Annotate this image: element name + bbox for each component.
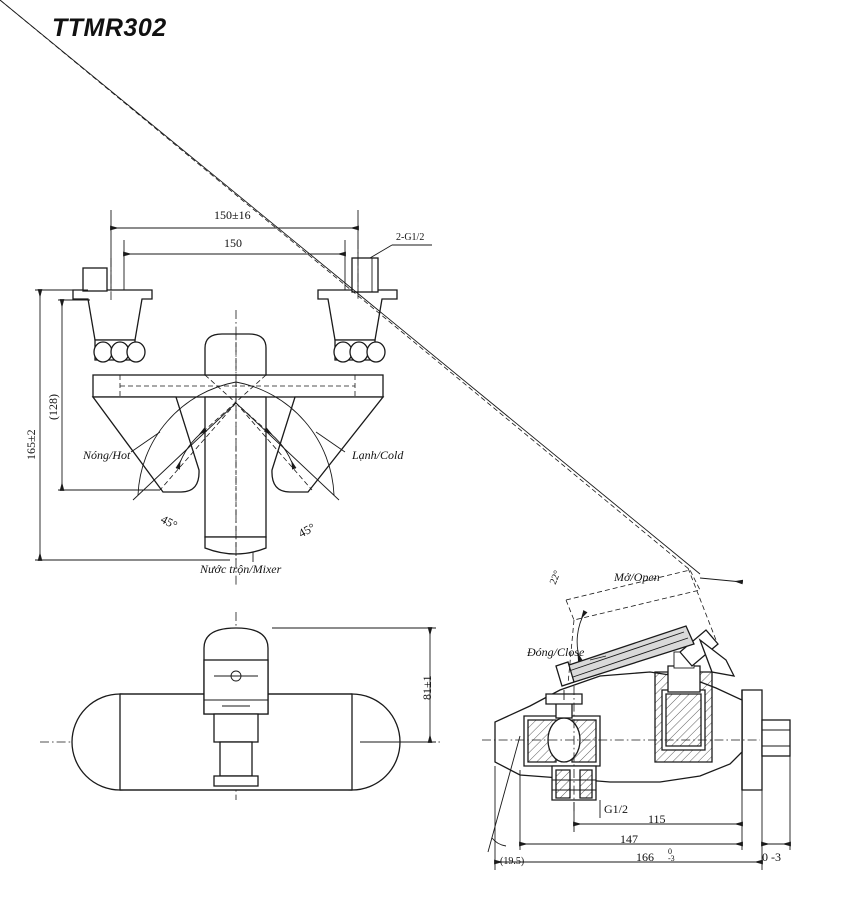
- hot-label: Nóng/Hot: [83, 448, 131, 462]
- dim-166-tolerance: 0 -3: [668, 847, 675, 863]
- thread-size-g12: G1/2: [604, 802, 628, 816]
- cold-label: Lạnh/Cold: [352, 448, 404, 462]
- dim-128: (128): [46, 394, 60, 420]
- angle-15: (19.5): [500, 856, 525, 867]
- lever-angle-22: 22°: [548, 569, 564, 587]
- page-title: TTMR302: [52, 14, 167, 42]
- dim-165-2: 165±2: [24, 429, 38, 460]
- thread-callout-2g12: 2-G1/2: [396, 232, 425, 243]
- front-view-group: [40, 612, 440, 800]
- top-view-group: [35, 210, 432, 585]
- dim-166: 166: [636, 850, 654, 864]
- dim-19-5: 0 -3: [762, 850, 781, 864]
- angle-right-45: 45°: [296, 520, 318, 541]
- angle-left-45: 45°: [158, 512, 180, 533]
- open-label: Mở/Open: [614, 570, 660, 584]
- dim-147: 147: [620, 832, 638, 846]
- dim-115: 115: [648, 812, 666, 826]
- dim-81-1: 81±1: [420, 675, 434, 700]
- mixer-label: Nước trộn/Mixer: [200, 562, 282, 576]
- dim-150-16: 150±16: [214, 208, 251, 222]
- dim-150: 150: [224, 236, 242, 250]
- close-label: Đóng/Close: [527, 645, 585, 659]
